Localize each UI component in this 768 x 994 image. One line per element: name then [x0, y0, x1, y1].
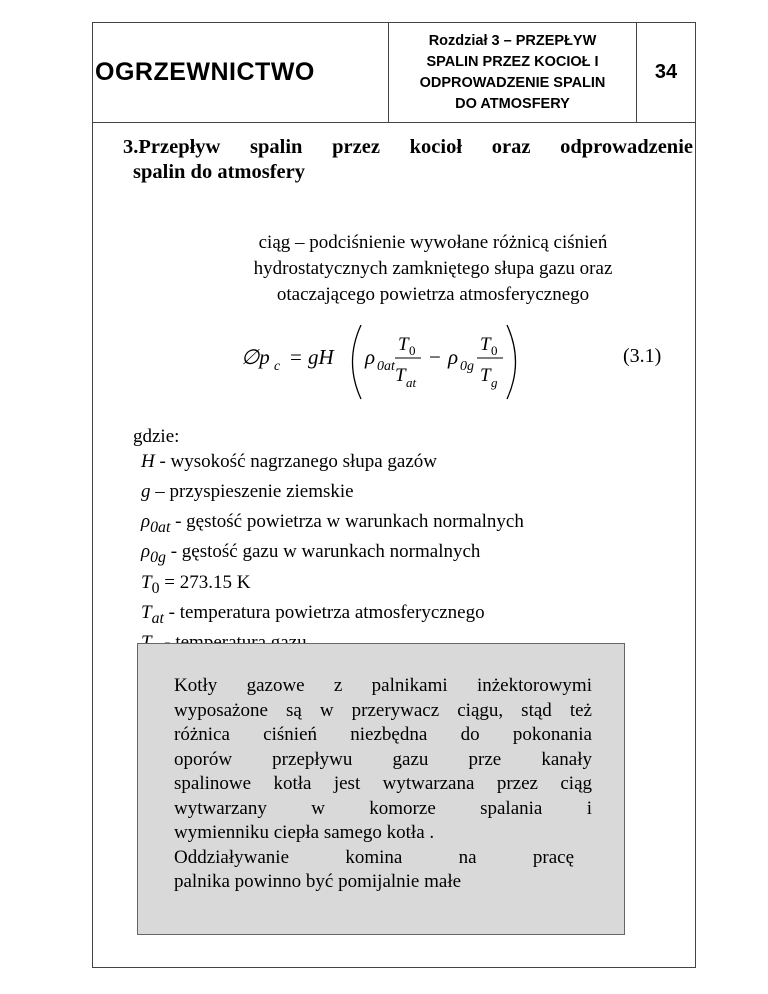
left-paren	[353, 325, 362, 399]
formula-t0-num2: T	[480, 334, 491, 355]
note-text	[174, 674, 592, 895]
definition-line: otaczającego powietrza atmosferycznego	[276, 284, 590, 305]
section-title-line: 3.Przepływ spalin przez kocioł oraz odprowadzenie	[123, 136, 693, 158]
page-frame	[92, 22, 696, 968]
definition	[193, 230, 673, 308]
header-chapter-cell	[389, 23, 637, 123]
formula-t0-num1: T	[398, 334, 409, 355]
formula-tat: T	[395, 365, 406, 386]
note-line: Oddziaływanie komina na pracę	[174, 846, 574, 868]
legend-item: H - wysokość nagrzanego słupa gazów	[141, 450, 438, 472]
formula-rho1-sub: 0at	[377, 359, 395, 374]
definition-line: ciąg – podciśnienie wywołane różnicą ciśnień	[258, 232, 608, 253]
formula	[93, 317, 697, 407]
chapter-line: ODPROWADZENIE SPALIN	[419, 74, 606, 91]
note-line: palnika powinno być pomijalnie małe	[174, 871, 462, 892]
legend-heading: gdzie:	[133, 426, 180, 447]
definition-line: hydrostatycznych zamkniętego słupa gazu oraz	[253, 258, 613, 279]
note-line: oporów przepływu gazu prze kanały	[174, 748, 592, 770]
formula-lhs: ∅p	[241, 345, 270, 369]
formula-minus: −	[429, 345, 441, 369]
header-subject-cell	[93, 23, 389, 123]
header-page-cell	[637, 23, 695, 123]
note-line: wytwarzany w komorze spalania i	[174, 797, 592, 819]
chapter-line: Rozdział 3 – PRZEPŁYW	[428, 32, 597, 49]
legend-item: $T_{at}$ - temperatura powietrza atmosferycznego	[141, 601, 485, 627]
formula-gh: gH	[308, 345, 334, 369]
formula-lhs-sub: c	[274, 359, 281, 374]
formula-rho1: ρ	[365, 345, 376, 369]
note-box	[137, 643, 625, 935]
formula-tat-sub: at	[406, 375, 417, 390]
formula-tg: T	[480, 365, 491, 386]
legend-item: g – przyspieszenie ziemskie	[141, 480, 354, 502]
legend-item: $\rho_{0at}$ - gęstość powietrza w warunkach normalnych	[141, 511, 524, 536]
formula-t0-num2-sub: 0	[491, 343, 498, 358]
note-line: różnica ciśnień niezbędna do pokonania	[174, 724, 592, 745]
note-line: wyposażone są w przerywacz ciągu, stąd też	[174, 699, 592, 721]
formula-t0-num1-sub: 0	[409, 343, 416, 358]
subject-title: OGRZEWNICTWO	[95, 58, 315, 86]
chapter-line: DO ATMOSFERY	[455, 95, 570, 112]
right-paren	[507, 325, 516, 399]
legend-item: $T_0 = 273.15$ K	[141, 571, 251, 597]
legend-item: $\rho_{0g}$ - gęstość gazu w warunkach normalnych	[141, 541, 481, 567]
equation-number: (3.1)	[623, 345, 662, 367]
note-line: Kotły gazowe z palnikami inżektorowymi	[174, 675, 592, 696]
formula-tg-sub: g	[491, 375, 498, 390]
formula-eq: =	[290, 345, 302, 369]
section-title-line: spalin do atmosfery	[133, 161, 305, 183]
page-number: 34	[654, 61, 678, 83]
note-line: spalinowe kotła jest wytwarzana przez ciąg	[174, 773, 592, 794]
section-title	[123, 135, 693, 185]
formula-rho2: ρ	[448, 345, 459, 369]
formula-rho2-sub: 0g	[460, 359, 474, 374]
note-line: wymienniku ciepła samego kotła .	[174, 822, 435, 843]
symbol-legend	[133, 425, 524, 662]
chapter-line: SPALIN PRZEZ KOCIOŁ I	[426, 53, 599, 70]
